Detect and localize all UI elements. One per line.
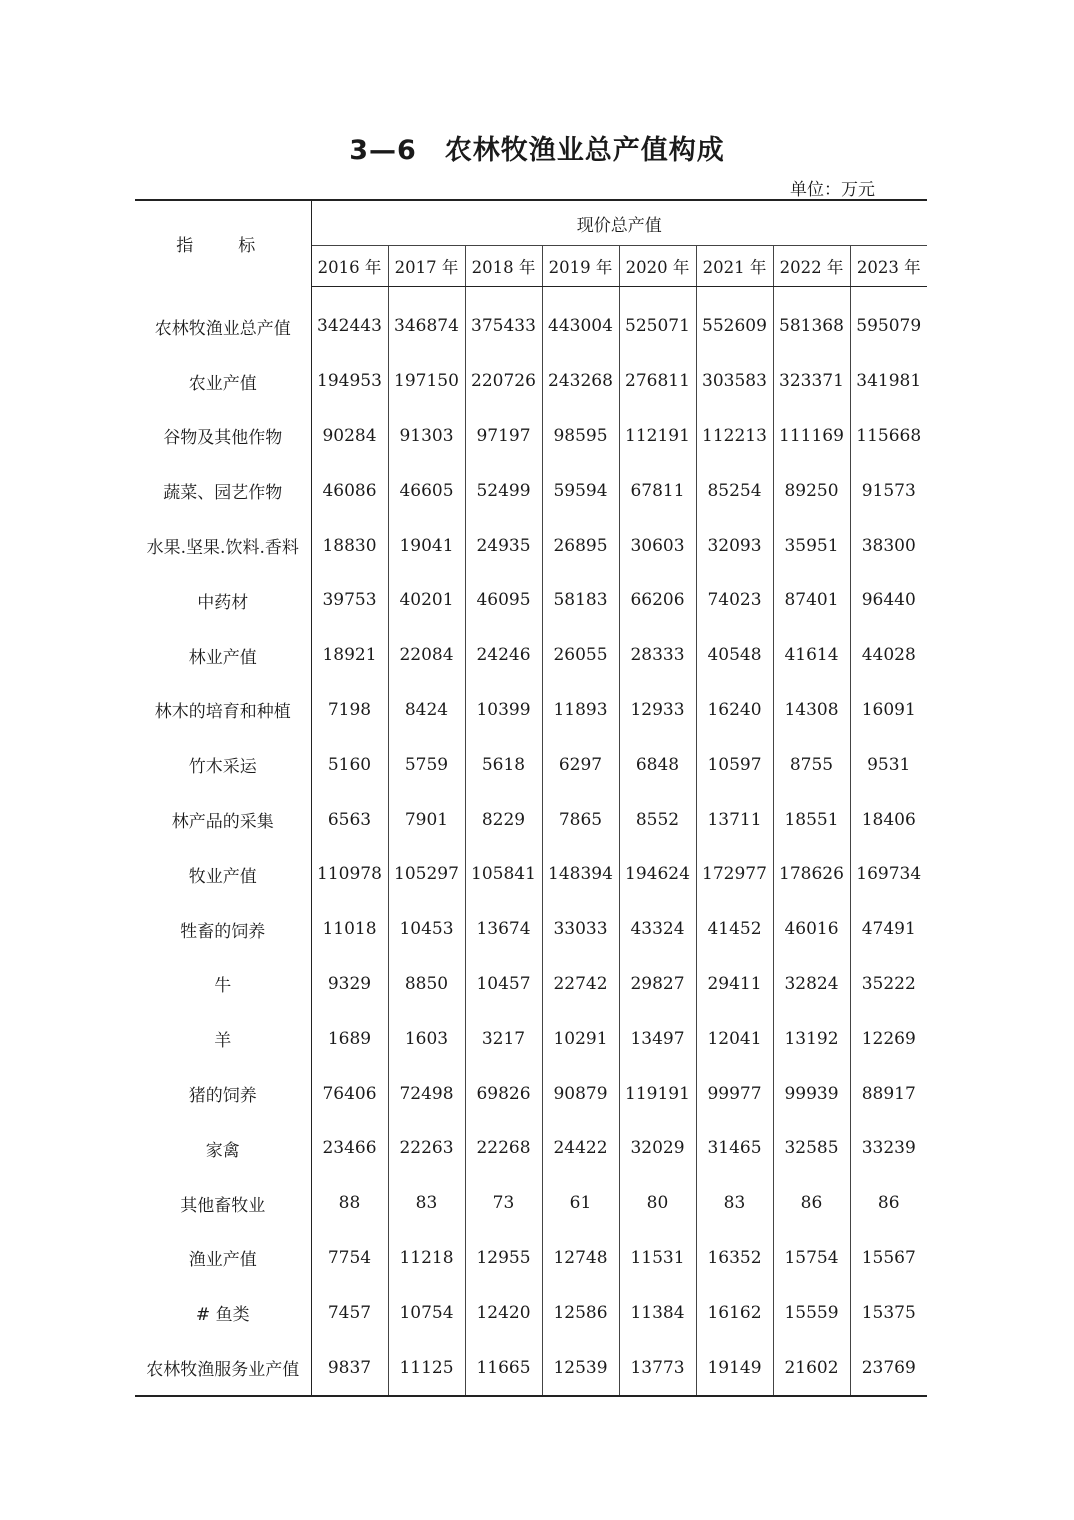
table-cell: 19149 (696, 1340, 773, 1396)
year-header: 2022 年 (773, 246, 850, 287)
table-cell: 11531 (619, 1231, 696, 1286)
table-cell: 41452 (696, 902, 773, 957)
table-cell: 9531 (850, 737, 927, 792)
table-row (135, 287, 927, 354)
table-cell: 18830 (311, 518, 388, 573)
group-header: 现价总产值 (576, 215, 662, 236)
row-label: 中药材 (135, 573, 311, 628)
row-label: 林木的培育和种植 (135, 683, 311, 738)
table-cell: 23769 (850, 1340, 927, 1396)
row-label: 农林牧渔业总产值 (135, 287, 311, 354)
row-label: 林产品的采集 (135, 792, 311, 847)
table-cell: 96440 (850, 573, 927, 628)
table-cell: 16162 (696, 1285, 773, 1340)
table-cell: 40201 (388, 573, 465, 628)
table-row (135, 792, 927, 847)
table-cell: 346874 (388, 287, 465, 354)
table-cell: 91303 (388, 409, 465, 464)
table-cell: 40548 (696, 628, 773, 683)
table-cell: 12748 (542, 1231, 619, 1286)
table-cell: 15567 (850, 1231, 927, 1286)
table-cell: 11665 (465, 1340, 542, 1396)
table-row (135, 737, 927, 792)
table-cell: 13773 (619, 1340, 696, 1396)
table-cell: 21602 (773, 1340, 850, 1396)
table-cell: 22268 (465, 1121, 542, 1176)
table-cell: 99939 (773, 1066, 850, 1121)
table-cell: 44028 (850, 628, 927, 683)
table-cell: 33239 (850, 1121, 927, 1176)
table-body (135, 287, 927, 1396)
table-cell: 47491 (850, 902, 927, 957)
table-cell: 12955 (465, 1231, 542, 1286)
table-cell: 12269 (850, 1011, 927, 1066)
table-cell: 59594 (542, 463, 619, 518)
table-cell: 24935 (465, 518, 542, 573)
row-label: 牧业产值 (135, 847, 311, 902)
table-cell: 105841 (465, 847, 542, 902)
table-cell: 6848 (619, 737, 696, 792)
table-cell: 115668 (850, 409, 927, 464)
row-label: 牲畜的饲养 (135, 902, 311, 957)
table-cell: 110978 (311, 847, 388, 902)
table-cell: 16240 (696, 683, 773, 738)
table-cell: 169734 (850, 847, 927, 902)
table-cell: 6563 (311, 792, 388, 847)
table-cell: 35951 (773, 518, 850, 573)
table-cell: 10457 (465, 957, 542, 1012)
year-header: 2016 年 (311, 246, 388, 287)
table-cell: 148394 (542, 847, 619, 902)
table-cell: 7457 (311, 1285, 388, 1340)
table-cell: 83 (388, 1176, 465, 1231)
row-label: 农业产值 (135, 354, 311, 409)
table-cell: 39753 (311, 573, 388, 628)
table-row (135, 1066, 927, 1121)
row-label: 渔业产值 (135, 1231, 311, 1286)
table-cell: 74023 (696, 573, 773, 628)
table-cell: 99977 (696, 1066, 773, 1121)
table-cell: 375433 (465, 287, 542, 354)
table-row (135, 1231, 927, 1286)
table-cell: 15375 (850, 1285, 927, 1340)
table-cell: 197150 (388, 354, 465, 409)
table-cell: 72498 (388, 1066, 465, 1121)
table-cell: 105297 (388, 847, 465, 902)
table-cell: 14308 (773, 683, 850, 738)
table-cell: 111169 (773, 409, 850, 464)
table-cell: 7754 (311, 1231, 388, 1286)
table-cell: 10597 (696, 737, 773, 792)
table-cell: 88 (311, 1176, 388, 1231)
table-cell: 31465 (696, 1121, 773, 1176)
table-cell: 97197 (465, 409, 542, 464)
table-cell: 12586 (542, 1285, 619, 1340)
table-cell: 91573 (850, 463, 927, 518)
table-cell: 11384 (619, 1285, 696, 1340)
table-cell: 194624 (619, 847, 696, 902)
table-cell: 33033 (542, 902, 619, 957)
table-cell: 13711 (696, 792, 773, 847)
row-label: 羊 (135, 1011, 311, 1066)
table-cell: 24246 (465, 628, 542, 683)
table-cell: 89250 (773, 463, 850, 518)
year-header: 2018 年 (465, 246, 542, 287)
table-cell: 5759 (388, 737, 465, 792)
year-header: 2023 年 (850, 246, 927, 287)
table-cell: 32585 (773, 1121, 850, 1176)
table-cell: 85254 (696, 463, 773, 518)
table-cell: 67811 (619, 463, 696, 518)
table-cell: 16091 (850, 683, 927, 738)
row-label: 其他畜牧业 (135, 1176, 311, 1231)
table-cell: 87401 (773, 573, 850, 628)
table-cell: 8755 (773, 737, 850, 792)
table-cell: 43324 (619, 902, 696, 957)
table-cell: 5160 (311, 737, 388, 792)
table-cell: 112213 (696, 409, 773, 464)
table-cell: 52499 (465, 463, 542, 518)
table-cell: 11893 (542, 683, 619, 738)
table-cell: 46086 (311, 463, 388, 518)
table-cell: 83 (696, 1176, 773, 1231)
year-header: 2019 年 (542, 246, 619, 287)
table-cell: 10453 (388, 902, 465, 957)
table-cell: 28333 (619, 628, 696, 683)
table-cell: 58183 (542, 573, 619, 628)
table-cell: 194953 (311, 354, 388, 409)
table-cell: 525071 (619, 287, 696, 354)
table-cell: 26895 (542, 518, 619, 573)
table-cell: 243268 (542, 354, 619, 409)
table-cell: 18921 (311, 628, 388, 683)
row-label: 林业产值 (135, 628, 311, 683)
year-header: 2021 年 (696, 246, 773, 287)
table-cell: 46095 (465, 573, 542, 628)
table-cell: 90284 (311, 409, 388, 464)
table-row (135, 518, 927, 573)
table-cell: 19041 (388, 518, 465, 573)
table-row (135, 1176, 927, 1231)
table-cell: 8850 (388, 957, 465, 1012)
table-cell: 98595 (542, 409, 619, 464)
table-cell: 12041 (696, 1011, 773, 1066)
table-cell: 8424 (388, 683, 465, 738)
table-cell: 119191 (619, 1066, 696, 1121)
table-cell: 10754 (388, 1285, 465, 1340)
table-cell: 18551 (773, 792, 850, 847)
table-cell: 32093 (696, 518, 773, 573)
table-cell: 3217 (465, 1011, 542, 1066)
table-cell: 35222 (850, 957, 927, 1012)
table-cell: 1603 (388, 1011, 465, 1066)
table-cell: 7901 (388, 792, 465, 847)
table-row (135, 1121, 927, 1176)
row-label: # 鱼类 (135, 1285, 311, 1340)
table-cell: 76406 (311, 1066, 388, 1121)
page-title: 3—6 农林牧渔业总产值构成 (349, 135, 725, 166)
table-cell: 276811 (619, 354, 696, 409)
table-cell: 86 (850, 1176, 927, 1231)
table-cell: 29411 (696, 957, 773, 1012)
table-cell: 90879 (542, 1066, 619, 1121)
indicator-header: 指 标 (135, 200, 311, 287)
table-cell: 443004 (542, 287, 619, 354)
table-row (135, 1285, 927, 1340)
table-row (135, 957, 927, 1012)
header-row-group (135, 200, 927, 246)
table-cell: 46016 (773, 902, 850, 957)
table-row (135, 847, 927, 902)
row-label: 牛 (135, 957, 311, 1012)
table-cell: 10399 (465, 683, 542, 738)
table-cell: 220726 (465, 354, 542, 409)
table-cell: 10291 (542, 1011, 619, 1066)
row-label: 水果.坚果.饮料.香料 (135, 518, 311, 573)
table-cell: 16352 (696, 1231, 773, 1286)
table-cell: 88917 (850, 1066, 927, 1121)
table-cell: 73 (465, 1176, 542, 1231)
row-label: 谷物及其他作物 (135, 409, 311, 464)
table-cell: 26055 (542, 628, 619, 683)
table-cell: 12933 (619, 683, 696, 738)
table-cell: 22742 (542, 957, 619, 1012)
table-cell: 13674 (465, 902, 542, 957)
table-cell: 8229 (465, 792, 542, 847)
table-cell: 7865 (542, 792, 619, 847)
table-cell: 12420 (465, 1285, 542, 1340)
table-row (135, 409, 927, 464)
table-cell: 22263 (388, 1121, 465, 1176)
table-cell: 11125 (388, 1340, 465, 1396)
table-cell: 7198 (311, 683, 388, 738)
table-header (135, 200, 927, 287)
table-cell: 38300 (850, 518, 927, 573)
table-cell: 66206 (619, 573, 696, 628)
table-cell: 9837 (311, 1340, 388, 1396)
table-row (135, 463, 927, 518)
table-row (135, 573, 927, 628)
table-cell: 22084 (388, 628, 465, 683)
table-cell: 32029 (619, 1121, 696, 1176)
table-cell: 9329 (311, 957, 388, 1012)
table-cell: 595079 (850, 287, 927, 354)
table-cell: 32824 (773, 957, 850, 1012)
table-cell: 6297 (542, 737, 619, 792)
row-label: 农林牧渔服务业产值 (135, 1340, 311, 1396)
year-header: 2017 年 (388, 246, 465, 287)
table-cell: 46605 (388, 463, 465, 518)
table-cell: 18406 (850, 792, 927, 847)
table-cell: 23466 (311, 1121, 388, 1176)
table-cell: 15559 (773, 1285, 850, 1340)
table-cell: 1689 (311, 1011, 388, 1066)
table-cell: 11218 (388, 1231, 465, 1286)
table-cell: 5618 (465, 737, 542, 792)
table-row (135, 1340, 927, 1396)
table-cell: 581368 (773, 287, 850, 354)
row-label: 猪的饲养 (135, 1066, 311, 1121)
row-label: 竹木采运 (135, 737, 311, 792)
table-cell: 29827 (619, 957, 696, 1012)
table-cell: 13497 (619, 1011, 696, 1066)
table-cell: 69826 (465, 1066, 542, 1121)
table-cell: 341981 (850, 354, 927, 409)
table-cell: 86 (773, 1176, 850, 1231)
table-cell: 112191 (619, 409, 696, 464)
table-cell: 323371 (773, 354, 850, 409)
table-cell: 342443 (311, 287, 388, 354)
table-cell: 61 (542, 1176, 619, 1231)
unit-label: 单位：万元 (790, 180, 875, 200)
row-label: 家禽 (135, 1121, 311, 1176)
table-cell: 13192 (773, 1011, 850, 1066)
table-cell: 172977 (696, 847, 773, 902)
table-row (135, 628, 927, 683)
table-cell: 11018 (311, 902, 388, 957)
table-cell: 80 (619, 1176, 696, 1231)
table-cell: 15754 (773, 1231, 850, 1286)
table-cell: 12539 (542, 1340, 619, 1396)
table-cell: 552609 (696, 287, 773, 354)
table-row (135, 902, 927, 957)
table-row (135, 1011, 927, 1066)
year-header: 2020 年 (619, 246, 696, 287)
output-value-table (135, 199, 927, 1397)
table-cell: 41614 (773, 628, 850, 683)
table-cell: 24422 (542, 1121, 619, 1176)
table-row (135, 683, 927, 738)
table-cell: 178626 (773, 847, 850, 902)
table-cell: 30603 (619, 518, 696, 573)
table-row (135, 354, 927, 409)
row-label: 蔬菜、园艺作物 (135, 463, 311, 518)
table-cell: 303583 (696, 354, 773, 409)
table-cell: 8552 (619, 792, 696, 847)
